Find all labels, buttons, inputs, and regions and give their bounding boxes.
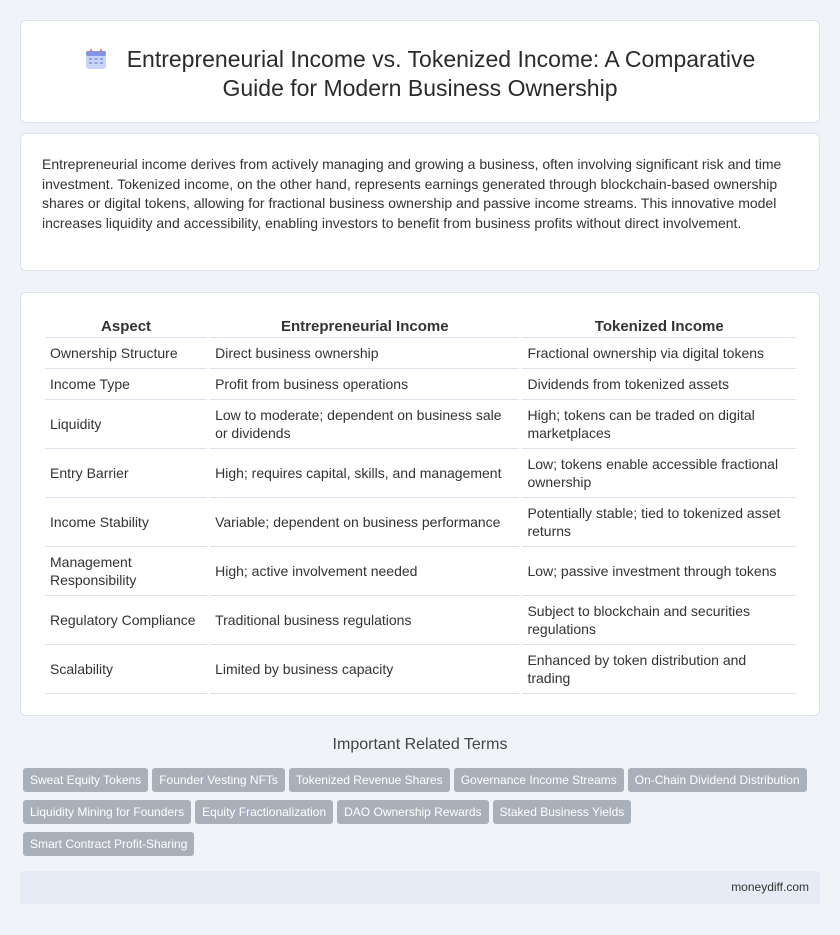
intro-paragraph: Entrepreneurial income derives from actively managing and growing a business, often involving significant risk and time investment. Tokenized income, on the other hand, represents earnings generated through blockchain-based ownership shares or digital tokens, allowing for fractional business ownership and passive income streams. This innovative model increases liquidity and accessibility, enabling investors to benefit from business profits without direct involvement. bbox=[42, 156, 782, 231]
term-tag[interactable]: On-Chain Dividend Distribution bbox=[628, 768, 807, 792]
table-cell: Low to moderate; dependent on business sale or dividends bbox=[210, 400, 519, 449]
table-row bbox=[45, 596, 796, 645]
term-tag[interactable]: Sweat Equity Tokens bbox=[23, 768, 148, 792]
table-row bbox=[45, 338, 796, 369]
term-tag[interactable]: Staked Business Yields bbox=[493, 800, 632, 824]
term-tag[interactable]: Tokenized Revenue Shares bbox=[289, 768, 450, 792]
table-cell: Dividends from tokenized assets bbox=[522, 369, 796, 400]
header-aspect: Aspect bbox=[45, 316, 207, 338]
header-entrepreneurial: Entrepreneurial Income bbox=[210, 316, 519, 338]
table-cell: Direct business ownership bbox=[210, 338, 519, 369]
footer-site-link[interactable]: moneydiff.com bbox=[731, 880, 809, 894]
table-cell: Limited by business capacity bbox=[210, 645, 519, 694]
table-row bbox=[45, 400, 796, 449]
table-cell: High; active involvement needed bbox=[210, 547, 519, 596]
table-cell: High; tokens can be traded on digital marketplaces bbox=[522, 400, 796, 449]
table-cell: Income Stability bbox=[45, 498, 207, 547]
table-cell: Liquidity bbox=[45, 400, 207, 449]
related-terms-heading: Important Related Terms bbox=[332, 736, 508, 753]
related-terms-list bbox=[23, 768, 823, 864]
comparison-card bbox=[20, 292, 820, 716]
table-cell: Profit from business operations bbox=[210, 369, 519, 400]
table-row bbox=[45, 645, 796, 694]
term-tag[interactable]: DAO Ownership Rewards bbox=[337, 800, 488, 824]
title-card bbox=[20, 20, 820, 123]
intro-card bbox=[20, 133, 820, 271]
table-cell: Low; tokens enable accessible fractional ownership bbox=[522, 449, 796, 498]
page-title: Entrepreneurial Income vs. Tokenized Income: A Comparative Guide for Modern Business Ownership bbox=[126, 46, 756, 101]
term-tag[interactable]: Equity Fractionalization bbox=[195, 800, 333, 824]
table-cell: Ownership Structure bbox=[45, 338, 207, 369]
table-header-row bbox=[45, 316, 796, 338]
table-cell: Enhanced by token distribution and trading bbox=[522, 645, 796, 694]
table-row bbox=[45, 369, 796, 400]
term-tag[interactable]: Founder Vesting NFTs bbox=[152, 768, 285, 792]
term-tag[interactable]: Governance Income Streams bbox=[454, 768, 624, 792]
header-tokenized: Tokenized Income bbox=[522, 316, 796, 338]
table-cell: Potentially stable; tied to tokenized asset returns bbox=[522, 498, 796, 547]
table-row bbox=[45, 547, 796, 596]
table-cell: Fractional ownership via digital tokens bbox=[522, 338, 796, 369]
table-cell: Regulatory Compliance bbox=[45, 596, 207, 645]
table-row bbox=[45, 498, 796, 547]
table-cell: Traditional business regulations bbox=[210, 596, 519, 645]
term-tag[interactable]: Smart Contract Profit-Sharing bbox=[23, 832, 194, 856]
table-cell: Income Type bbox=[45, 369, 207, 400]
table-cell: High; requires capital, skills, and management bbox=[210, 449, 519, 498]
table-cell: Entry Barrier bbox=[45, 449, 207, 498]
table-cell: Subject to blockchain and securities regulations bbox=[522, 596, 796, 645]
footer bbox=[20, 871, 820, 904]
table-row bbox=[45, 449, 796, 498]
comparison-table bbox=[42, 316, 799, 694]
table-cell: Scalability bbox=[45, 645, 207, 694]
table-cell: Low; passive investment through tokens bbox=[522, 547, 796, 596]
term-tag[interactable]: Liquidity Mining for Founders bbox=[23, 800, 191, 824]
table-cell: Management Responsibility bbox=[45, 547, 207, 596]
calendar-icon bbox=[85, 48, 107, 70]
table-cell: Variable; dependent on business performance bbox=[210, 498, 519, 547]
